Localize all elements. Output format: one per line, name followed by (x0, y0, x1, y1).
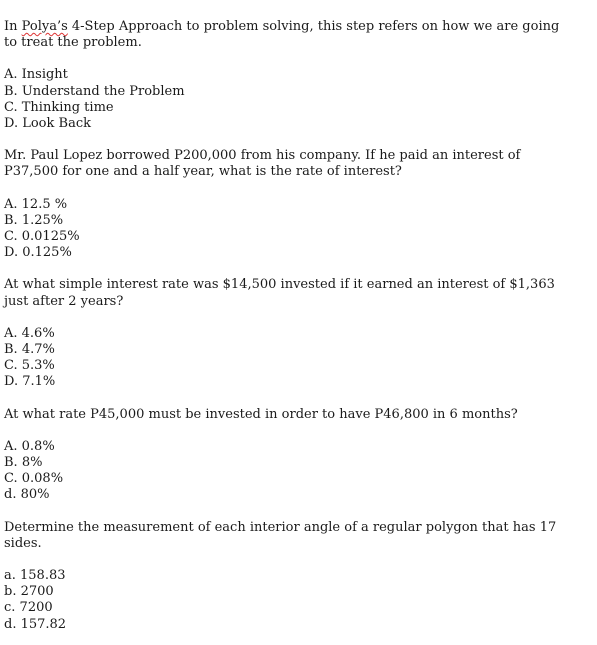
misspelled-word[interactable]: Polya’s (21, 19, 68, 34)
question-3 (4, 277, 564, 390)
choice-item: D. Look Back (4, 116, 91, 132)
choice-item: A. 4.6% (4, 325, 55, 341)
choice-item: A. 12.5 % (4, 196, 68, 212)
choice-list (4, 439, 564, 504)
question-text: Mr. Paul Lopez borrowed P200,000 from his company. If he paid an interest of P37,500 for one and a half year, what is the rate of interest? (4, 148, 521, 180)
question-text: In Polya’s 4-Step Approach to problem solving, this step refers on how we are going to treat the problem. (4, 19, 560, 51)
question-1 (4, 19, 564, 132)
choice-item: c. 7200 (4, 600, 53, 616)
choice-item: D. 7.1% (4, 374, 56, 390)
choice-item: A. Insight (4, 67, 68, 83)
choice-item: C. 5.3% (4, 358, 55, 374)
choice-item: d. 80% (4, 487, 50, 503)
question-4 (4, 407, 564, 504)
choice-item: C. Thinking time (4, 99, 114, 115)
choice-item: C. 0.0125% (4, 229, 80, 245)
choice-list (4, 197, 564, 262)
question-text: At what simple interest rate was $14,500 invested if it earned an interest of $1,363 just after 2 years? (4, 277, 555, 309)
choice-item: a. 158.83 (4, 568, 66, 584)
choice-list (4, 67, 564, 132)
choice-item: B. 8% (4, 455, 43, 471)
choice-item: D. 0.125% (4, 245, 72, 261)
choice-item: B. Understand the Problem (4, 83, 185, 99)
choice-list (4, 326, 564, 391)
question-5 (4, 520, 564, 633)
choice-item: d. 157.82 (4, 616, 67, 632)
choice-item: A. 0.8% (4, 438, 55, 454)
question-text: At what rate P45,000 must be invested in order to have P46,800 in 6 months? (4, 406, 518, 422)
choice-item: B. 1.25% (4, 212, 64, 228)
choice-item: C. 0.08% (4, 471, 64, 487)
question-text: Determine the measurement of each interior angle of a regular polygon that has 17 sides. (4, 519, 557, 551)
choice-item: b. 2700 (4, 584, 54, 600)
choice-item: B. 4.7% (4, 342, 55, 358)
question-2 (4, 148, 564, 261)
choice-list (4, 568, 564, 633)
